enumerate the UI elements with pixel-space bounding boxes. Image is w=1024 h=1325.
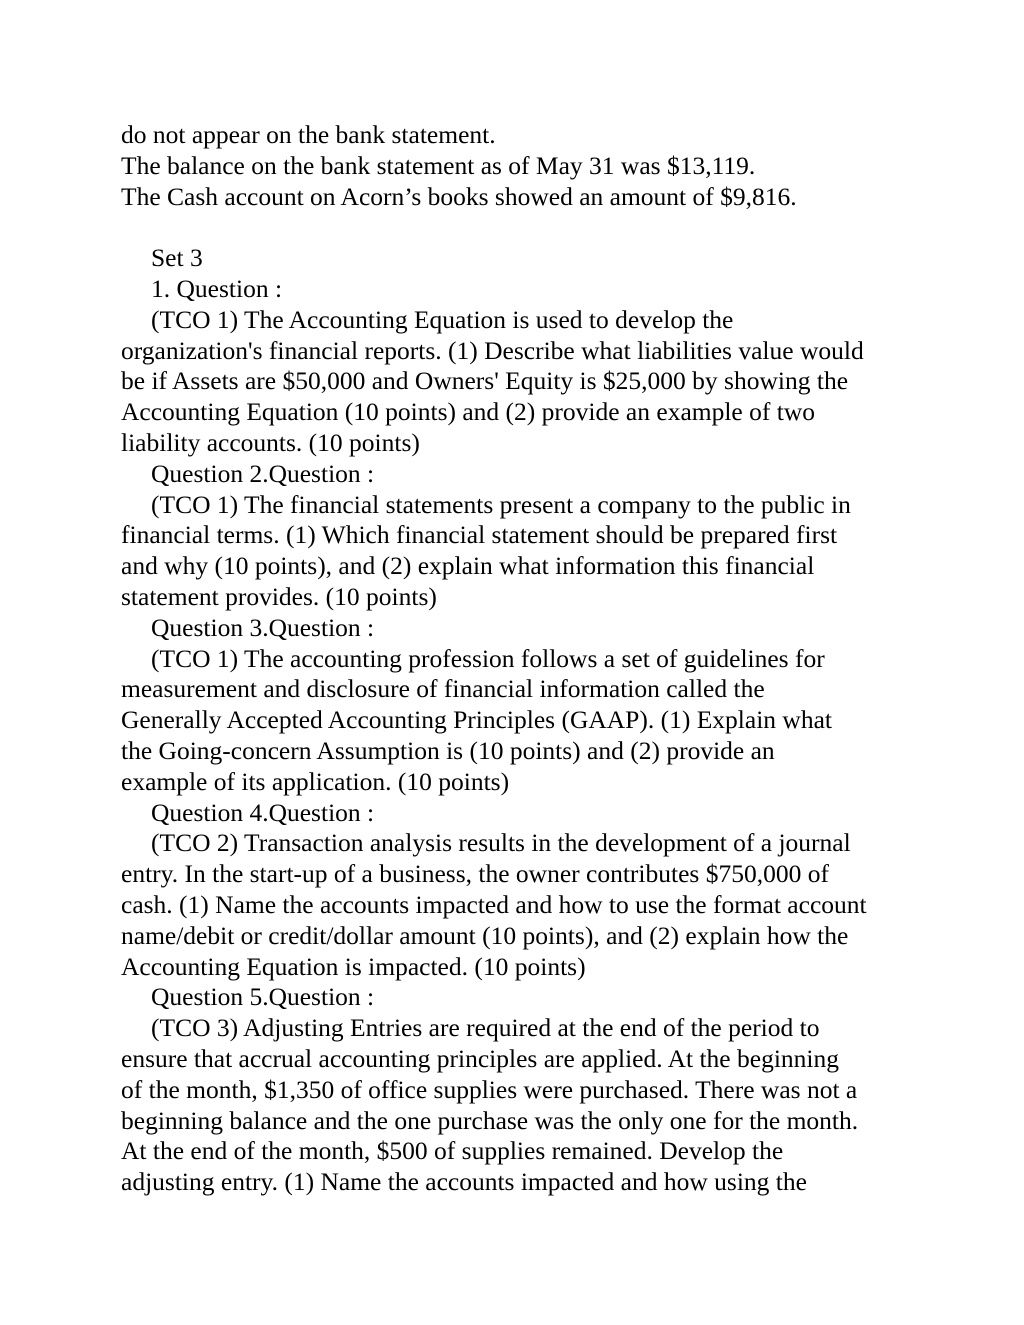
question-text-line: Generally Accepted Accounting Principles (GAAP). (1) Explain what [121, 705, 832, 735]
question-text-line: Accounting Equation (10 points) and (2) provide an example of two [121, 397, 815, 427]
question-text-line: entry. In the start-up of a business, the owner contributes $750,000 of [121, 859, 829, 889]
question-heading: Question 5.Question : [151, 982, 375, 1012]
question-text-line: financial terms. (1) Which financial statement should be prepared first [121, 520, 838, 550]
question-text-line: be if Assets are $50,000 and Owners' Equity is $25,000 by showing the [121, 366, 849, 396]
question-text-line: name/debit or credit/dollar amount (10 points), and (2) explain how the [121, 920, 849, 950]
paragraph-gap [121, 212, 921, 243]
question-text-line: (TCO 3) Adjusting Entries are required at the end of the period to [151, 1013, 820, 1043]
question-text-line: (TCO 1) The financial statements present a company to the public in [151, 489, 851, 519]
question-text-line: of the month, $1,350 of office supplies were purchased. There was not a [121, 1074, 858, 1104]
question-text-line: cash. (1) Name the accounts impacted and how to use the format account [121, 889, 867, 919]
question-text-line: (TCO 1) The Accounting Equation is used to develop the [151, 304, 734, 334]
question-text-line: measurement and disclosure of financial information called the [121, 674, 765, 704]
question-heading: Question 4.Question : [151, 797, 375, 827]
question-text-line: beginning balance and the one purchase was the only one for the month. [121, 1105, 859, 1135]
question-heading: 1. Question : [151, 273, 283, 303]
question-text-line: adjusting entry. (1) Name the accounts impacted and how using the [121, 1167, 807, 1197]
question-text-line: liability accounts. (10 points) [121, 427, 420, 457]
question-text-line: ensure that accrual accounting principles are applied. At the beginning [121, 1043, 839, 1073]
question-text-line: the Going-concern Assumption is (10 points) and (2) provide an [121, 735, 775, 765]
question-heading: Question 3.Question : [151, 612, 375, 642]
question-text-line: Accounting Equation is impacted. (10 points) [121, 951, 586, 981]
question-text-line: (TCO 1) The accounting profession follows a set of guidelines for [151, 643, 825, 673]
intro-line: The Cash account on Acorn’s books showed an amount of $9,816. [121, 181, 797, 211]
set-label: Set 3 [151, 243, 203, 273]
question-text-line: organization's financial reports. (1) Describe what liabilities value would [121, 335, 864, 365]
question-text-line: (TCO 2) Transaction analysis results in the development of a journal [151, 828, 851, 858]
document-body [121, 120, 921, 1198]
intro-line: The balance on the bank statement as of May 31 was $13,119. [121, 150, 756, 180]
question-text-line: example of its application. (10 points) [121, 766, 510, 796]
question-text-line: At the end of the month, $500 of supplies remained. Develop the [121, 1136, 784, 1166]
question-text-line: statement provides. (10 points) [121, 581, 437, 611]
question-heading: Question 2.Question : [151, 458, 375, 488]
question-text-line: and why (10 points), and (2) explain what information this financial [121, 551, 815, 581]
intro-line: do not appear on the bank statement. [121, 120, 496, 149]
